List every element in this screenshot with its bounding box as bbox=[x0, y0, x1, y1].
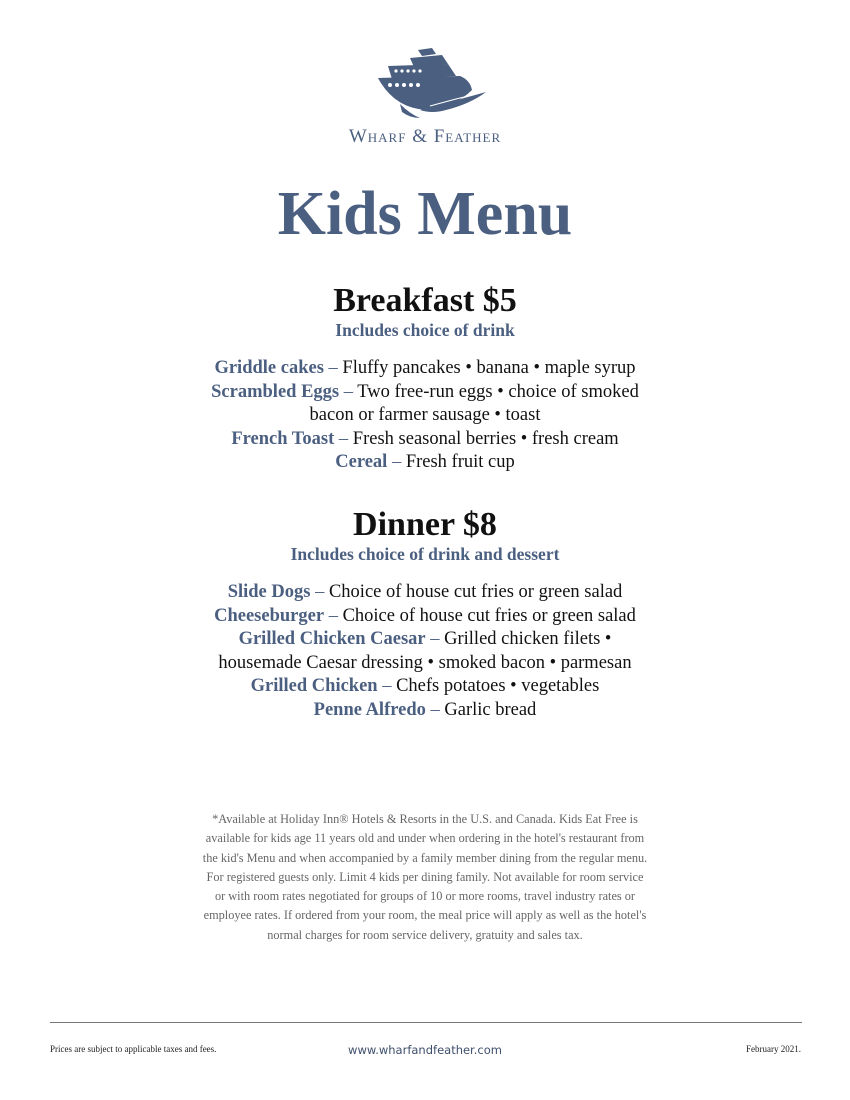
dinner-items bbox=[0, 581, 850, 723]
menu-item-name: Cereal bbox=[335, 452, 388, 473]
menu-item-description: Fluffy pancakes • banana • maple syrup bbox=[342, 358, 636, 378]
footer-website-link[interactable]: www.wharfandfeather.com bbox=[348, 1043, 502, 1057]
menu-item-name: French Toast bbox=[231, 428, 335, 449]
dinner-subheading: Includes choice of drink and dessert bbox=[290, 544, 560, 564]
menu-item-name: Scrambled Eggs bbox=[211, 381, 340, 402]
ship-feather-logo-icon bbox=[360, 44, 490, 124]
menu-item: Griddle cakes – Fluffy pancakes • banana • maple syrup bbox=[214, 358, 636, 378]
menu-item: Cheeseburger – Choice of house cut fries or green salad bbox=[214, 605, 636, 626]
breakfast-items bbox=[0, 357, 850, 475]
breakfast-subheading: Includes choice of drink bbox=[335, 320, 515, 340]
dinner-heading: Dinner $8 bbox=[353, 506, 497, 543]
menu-item-name: Penne Alfredo bbox=[313, 699, 426, 720]
dinner-section bbox=[0, 507, 850, 723]
page-title: Kids Menu bbox=[277, 180, 573, 248]
brand-name: Wharf & Feather bbox=[348, 126, 502, 147]
footer-tax-note: Prices are subject to applicable taxes and fees. bbox=[50, 1044, 217, 1054]
menu-item-name: Slide Dogs bbox=[227, 582, 311, 602]
disclaimer: *Available at Holiday Inn® Hotels & Resorts in the U.S. and Canada. Kids Eat Free is available for kids age 11 years old and under when ordering in the hotel's restaurant from the kid's Menu and when accompanied by a family member dining from the regular menu. For registered guests only. Limit 4 kids per dining family. Not available for room service or with room rates negotiated for groups of 10 or more rooms, travel industry rates or employee rates. If ordered from your room, the meal price will apply as well as the hotel's normal charges for room service delivery, gratuity and sales tax. bbox=[202, 812, 648, 942]
menu-item: French Toast – Fresh seasonal berries • fresh cream bbox=[231, 428, 619, 449]
menu-item-description: Grilled chicken filets • housemade Caesar dressing • smoked bacon • parmesan bbox=[218, 629, 632, 673]
menu-item-name: Cheeseburger bbox=[214, 605, 325, 626]
menu-item: Cereal – Fresh fruit cup bbox=[335, 452, 515, 473]
menu-item: Penne Alfredo – Garlic bread bbox=[313, 699, 537, 720]
menu-item: Slide Dogs – Choice of house cut fries or green salad bbox=[227, 582, 623, 602]
menu-item-description: Two free-run eggs • choice of smoked bacon or farmer sausage • toast bbox=[309, 381, 639, 426]
footer-date: February 2021. bbox=[746, 1044, 801, 1054]
menu-item-description: Chefs potatoes • vegetables bbox=[396, 676, 600, 697]
menu-item-description: Choice of house cut fries or green salad bbox=[342, 605, 636, 626]
footer-divider bbox=[50, 1022, 802, 1023]
menu-item-name: Grilled Chicken Caesar bbox=[238, 629, 426, 650]
menu-item: Grilled Chicken – Chefs potatoes • vegetables bbox=[250, 676, 600, 697]
menu-item-description: Fresh fruit cup bbox=[405, 452, 515, 473]
breakfast-heading: Breakfast $5 bbox=[333, 282, 517, 319]
menu-item-description: Choice of house cut fries or green salad bbox=[328, 582, 623, 602]
menu-item: Grilled Chicken Caesar – Grilled chicken filets • housemade Caesar dressing • smoked bacon • parmesan bbox=[218, 629, 632, 673]
menu-item: Scrambled Eggs – Two free-run eggs • choice of smoked bacon or farmer sausage • toast bbox=[211, 381, 639, 426]
menu-item-description: Garlic bread bbox=[444, 699, 537, 720]
menu-item-name: Grilled Chicken bbox=[250, 676, 378, 697]
logo bbox=[0, 44, 850, 148]
menu-item-name: Griddle cakes bbox=[214, 358, 324, 378]
menu-item-description: Fresh seasonal berries • fresh cream bbox=[352, 428, 619, 449]
breakfast-section bbox=[0, 283, 850, 475]
